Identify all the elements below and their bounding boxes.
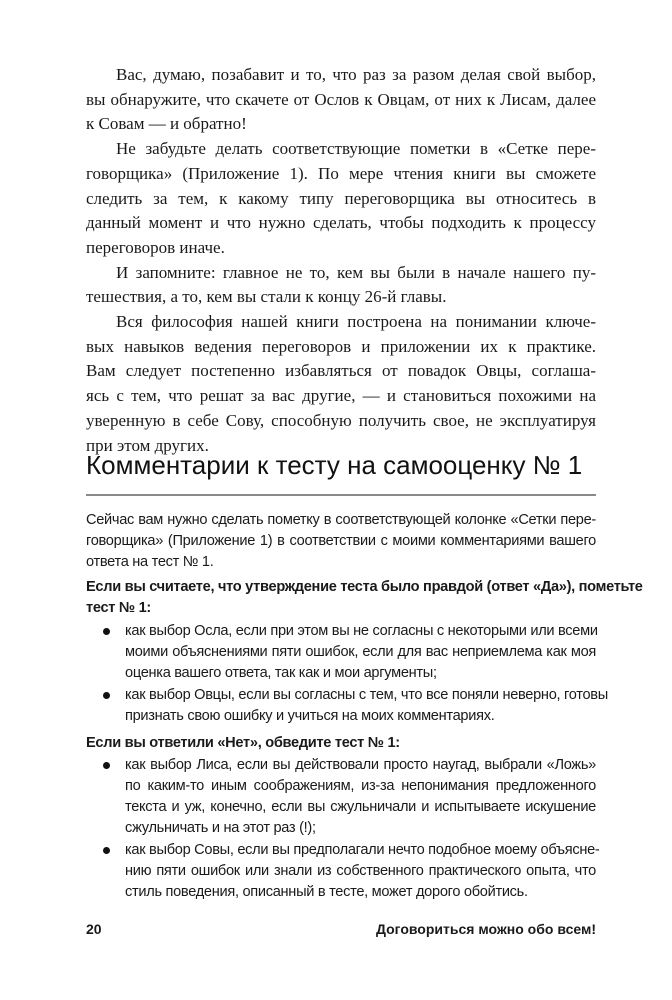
paragraph-line: данный момент и что нужно сделать, чтобы подходить к процессу (86, 213, 596, 233)
paragraph-line: Вам следует постепенно избавляться от повадок Овцы, соглаша- (86, 361, 596, 381)
paragraph-line: уверенную в себе Сову, способную получить свое, не эксплуатируя (86, 410, 596, 430)
paragraph-line: говорщика» (Приложение 1). По мере чтения книги вы сможете (86, 163, 596, 183)
bullet-icon (103, 628, 110, 635)
bullet-line: стиль поведения, описанный в тесте, может дорого обойтись. (125, 884, 528, 900)
subheading-line: тест № 1: (86, 600, 151, 616)
paragraph-line: переговоров иначе. (86, 237, 225, 257)
bullet-line: как выбор Осла, если при этом вы не согласны с некоторыми или всеми (125, 623, 598, 639)
paragraph-line: ясь с тем, что решат за вас другие, — и становиться похожими на (86, 386, 596, 406)
bullet-line: признать свою ошибку и учиться на моих комментариях. (125, 708, 495, 724)
section-heading: Комментарии к тесту на самооценку № 1 (86, 450, 583, 480)
heading-rule (86, 494, 596, 496)
bullet-line: как выбор Лиса, если вы действовали просто наугад, выбрали «Ложь» (125, 757, 596, 773)
bullet-line: по каким-то иным соображениям, из-за непонимания предложенного (125, 778, 596, 794)
bullet-line: нию пяти ошибок или знали из собственного практического опыта, что (125, 863, 596, 879)
bullet-icon (103, 692, 110, 699)
bullet-icon (103, 847, 110, 854)
paragraph-line: при этом других. (86, 435, 209, 455)
subheading-line: Если вы считаете, что утверждение теста было правдой (ответ «Да»), пометьте (86, 579, 643, 595)
intro-line: говорщика» (Приложение 1) в соответствии с моими комментариями вашего (86, 533, 596, 549)
paragraph-line: следить за тем, к какому типу переговорщика вы относитесь в (86, 188, 596, 208)
paragraph-line: Вас, думаю, позабавит и то, что раз за разом делая свой выбор, (116, 65, 596, 84)
paragraph-line: вы обнаружите, что скачете от Ослов к Овцам, от них к Лисам, далее (86, 89, 596, 109)
bullet-line: как выбор Совы, если вы предполагали нечто подобное моему объясне- (125, 842, 600, 858)
paragraph-line: к Совам — и обратно! (86, 114, 247, 134)
bullet-line: моими объяснениями пяти ошибок, если для вас неприемлема как моя (125, 644, 596, 660)
bullet-line: текста и уж, конечно, если вы сжульничали и испытываете искушение (125, 799, 596, 815)
paragraph-line: тешествия, а то, кем вы стали к концу 26-й главы. (86, 287, 447, 307)
running-title: Договориться можно обо всем! (375, 921, 596, 937)
intro-line: ответа на тест № 1. (86, 554, 214, 570)
page-number: 20 (86, 921, 102, 937)
bullet-line: как выбор Овцы, если вы согласны с тем, что все поняли неверно, готовы (125, 687, 608, 703)
intro-line: Сейчас вам нужно сделать пометку в соответствующей колонке «Сетки пере- (86, 512, 596, 528)
subheading-line: Если вы ответили «Нет», обведите тест № 1: (86, 735, 400, 751)
paragraph-line: И запомните: главное не то, кем вы были в начале нашего пу- (116, 262, 596, 282)
bullet-line: оценка вашего ответа, так как и мои аргументы; (125, 665, 437, 681)
bullet-icon (103, 762, 110, 769)
bullet-line: сжульничать и на этот раз (!); (125, 820, 316, 836)
paragraph-line: вых навыков ведения переговоров и приложении их к практике. (86, 336, 596, 356)
paragraph-line: Не забудьте делать соответствующие пометки в «Сетке пере- (116, 139, 596, 159)
paragraph-line: Вся философия нашей книги построена на понимании ключе- (116, 312, 596, 331)
